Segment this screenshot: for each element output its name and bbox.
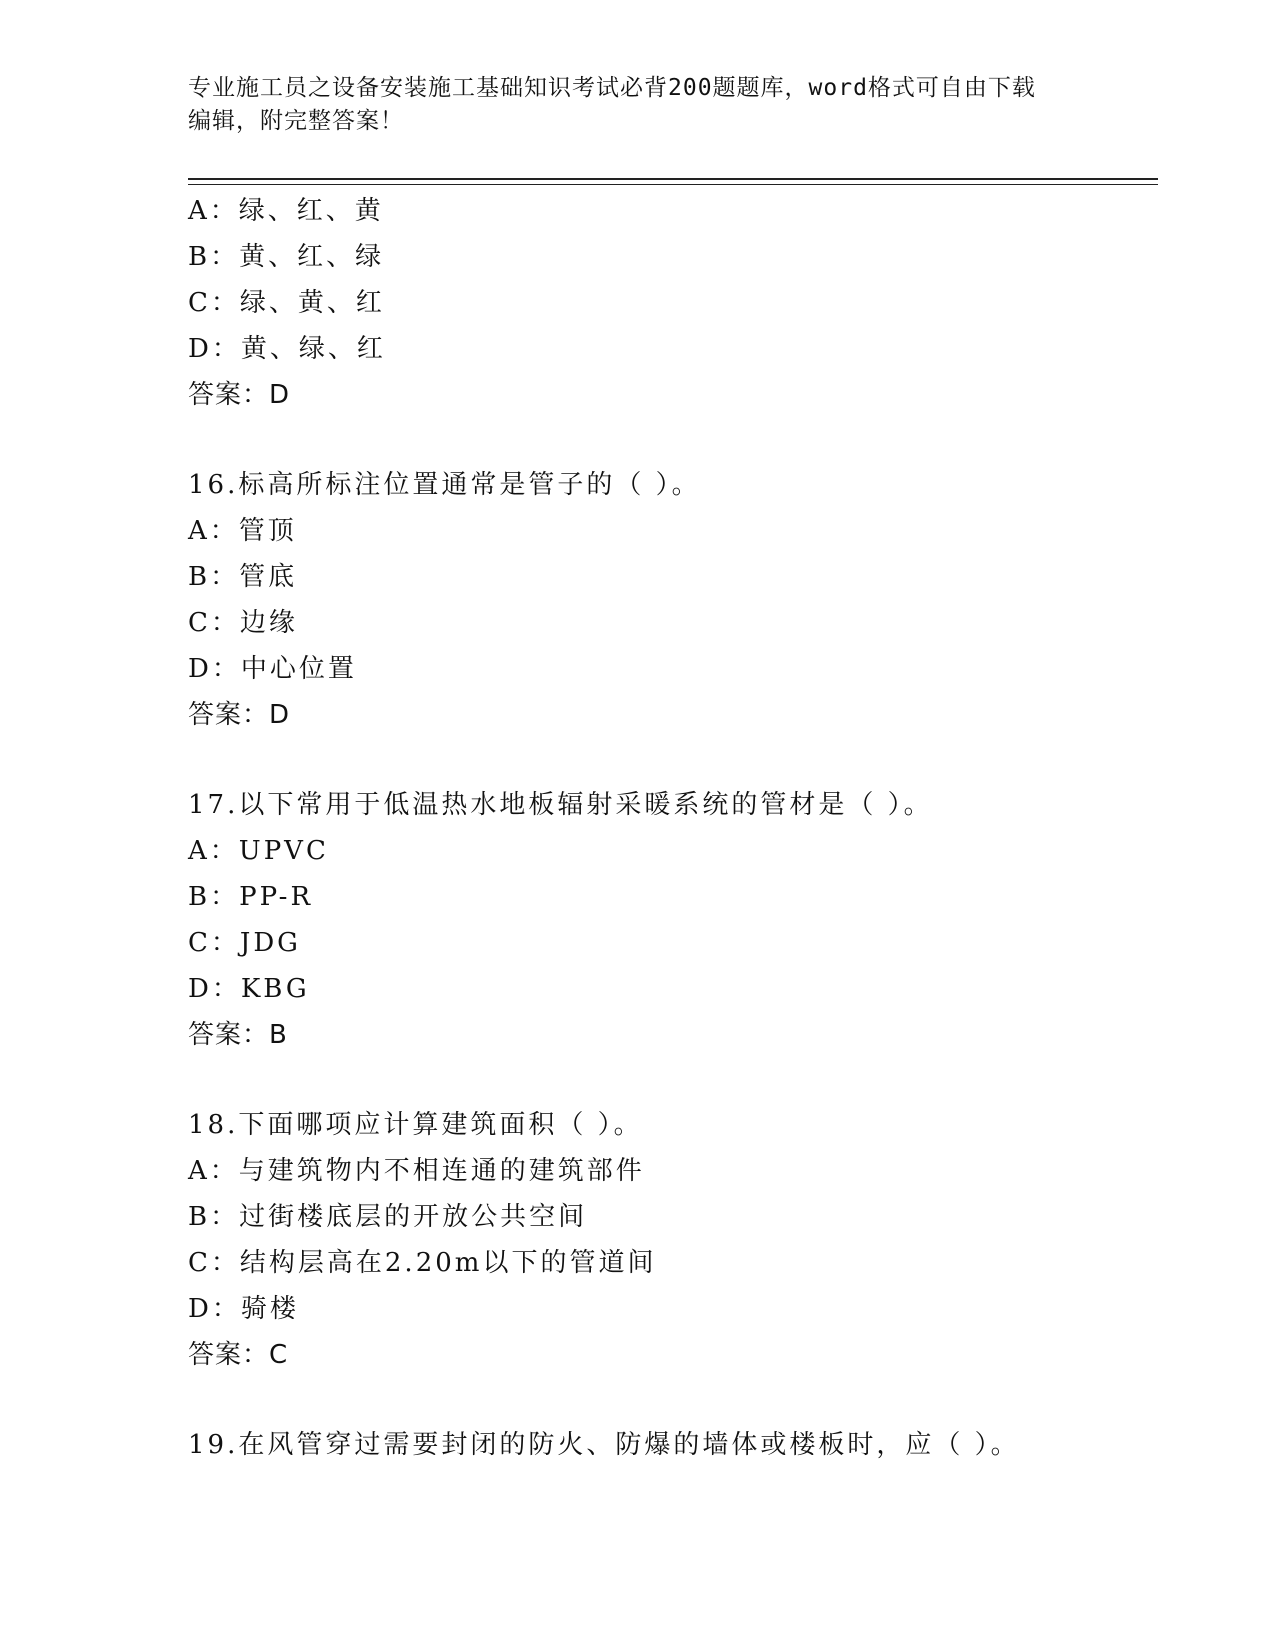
answer-line: 答案：D: [188, 700, 291, 730]
answer-line: 答案：C: [188, 1340, 289, 1370]
option-c: C：结构层高在2.20m以下的管道间: [188, 1248, 657, 1278]
question-text: 18.下面哪项应计算建筑面积（ ）。: [188, 1110, 643, 1140]
header-line-1: 专业施工员之设备安装施工基础知识考试必背200题题库，word格式可自由下载: [188, 75, 1036, 101]
option-a: A：管顶: [188, 516, 297, 546]
option-b: B：PP-R: [188, 882, 314, 912]
option-a: A：与建筑物内不相连通的建筑部件: [188, 1156, 645, 1186]
question-block-15: [188, 188, 1158, 418]
option-c: C：边缘: [188, 608, 298, 638]
option-b: B：管底: [188, 562, 298, 592]
page-header: [188, 72, 1078, 138]
question-text: 19.在风管穿过需要封闭的防火、防爆的墙体或楼板时，应（ ）。: [188, 1430, 1020, 1460]
spacer: [188, 1058, 1158, 1102]
question-block-18: [188, 1102, 1158, 1378]
option-c: C：JDG: [188, 928, 301, 958]
option-d: D：中心位置: [188, 654, 357, 684]
answer-line: 答案：D: [188, 380, 291, 410]
spacer: [188, 738, 1158, 782]
header-line-2: 编辑，附完整答案！: [188, 108, 404, 134]
option-d: D：骑楼: [188, 1294, 299, 1324]
question-text: 16.标高所标注位置通常是管子的（ ）。: [188, 470, 701, 500]
option-a: A：UPVC: [188, 836, 329, 866]
option-b: B：过街楼底层的开放公共空间: [188, 1202, 588, 1232]
option-c: C：绿、黄、红: [188, 288, 385, 318]
option-d: D：黄、绿、红: [188, 334, 386, 364]
spacer: [188, 1378, 1158, 1422]
question-block-19: [188, 1422, 1158, 1468]
option-d: D：KBG: [188, 974, 310, 1004]
answer-line: 答案：B: [188, 1020, 288, 1050]
option-a: A：绿、红、黄: [188, 196, 384, 226]
header-divider-thick: [188, 178, 1158, 180]
question-block-16: [188, 462, 1158, 738]
question-list: [188, 188, 1158, 1468]
header-divider-thin: [188, 184, 1158, 185]
spacer: [188, 418, 1158, 462]
option-b: B：黄、红、绿: [188, 242, 385, 272]
question-text: 17.以下常用于低温热水地板辐射采暖系统的管材是（ ）。: [188, 790, 933, 820]
question-block-17: [188, 782, 1158, 1058]
